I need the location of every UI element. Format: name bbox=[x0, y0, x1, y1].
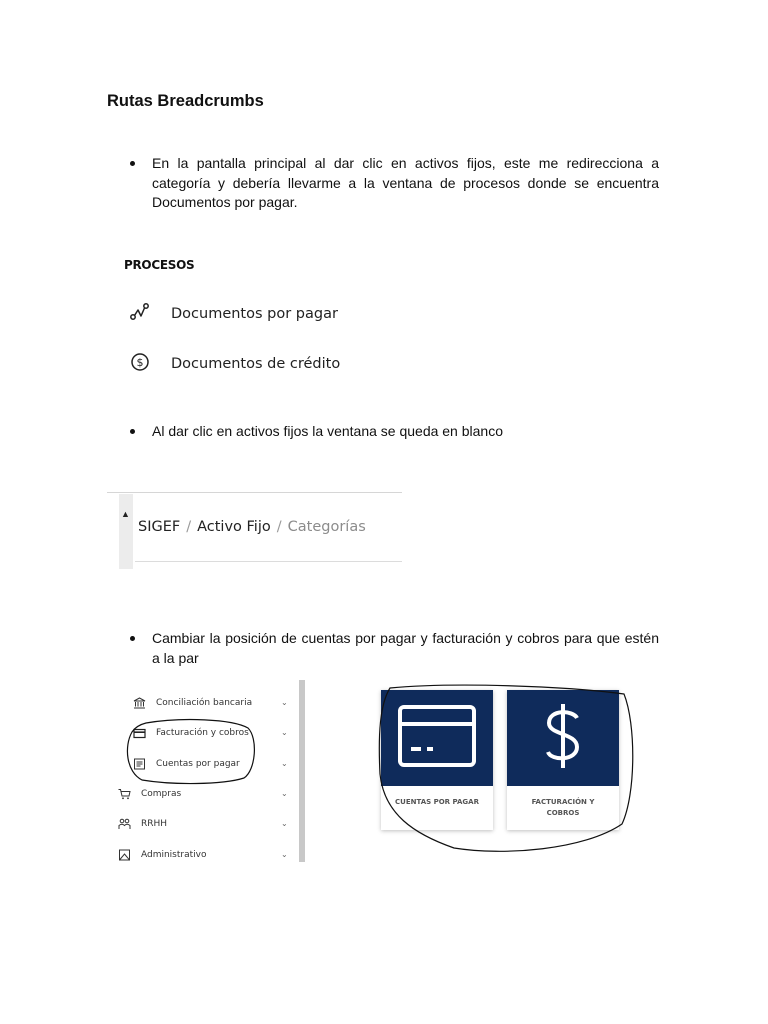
section-title: Rutas Breadcrumbs bbox=[107, 92, 264, 110]
menu-label: Cuentas por pagar bbox=[156, 759, 240, 769]
menu-label: RRHH bbox=[141, 819, 168, 829]
chevron-down-icon[interactable]: ⌄ bbox=[281, 698, 288, 707]
hand-drawn-circle bbox=[112, 686, 308, 862]
breadcrumb-screenshot bbox=[107, 492, 402, 570]
bullet-1: En la pantalla principal al dar clic en activos fijos, este me redirecciona a categoría y debería llevarme a la ventana de procesos donde se encuentra Documentos por pagar. bbox=[152, 154, 659, 213]
breadcrumb-separator: / bbox=[276, 519, 282, 535]
procesos-header: PROCESOS bbox=[124, 258, 195, 272]
proceso-documentos-de-credito[interactable] bbox=[129, 352, 340, 376]
chevron-down-icon[interactable]: ⌄ bbox=[281, 819, 288, 828]
svg-text:$: $ bbox=[136, 356, 144, 369]
route-icon bbox=[129, 302, 151, 326]
proceso-documentos-por-pagar[interactable] bbox=[129, 302, 338, 326]
card-label-line: COBROS bbox=[546, 809, 580, 817]
scroll-strip bbox=[119, 494, 133, 569]
proceso-label: Documentos por pagar bbox=[171, 306, 338, 322]
menu-label: Conciliación bancaria bbox=[156, 698, 253, 708]
divider bbox=[107, 492, 402, 493]
divider bbox=[135, 561, 402, 562]
chevron-down-icon[interactable]: ⌄ bbox=[281, 789, 288, 798]
sidebar-menu-screenshot bbox=[112, 686, 308, 862]
breadcrumb-item-categorias: Categorías bbox=[287, 519, 366, 535]
chevron-down-icon[interactable]: ⌄ bbox=[281, 759, 288, 768]
menu-label: Administrativo bbox=[141, 850, 207, 860]
breadcrumb-item-sigef[interactable]: SIGEF bbox=[138, 519, 181, 535]
caret-up-icon[interactable]: ▲ bbox=[121, 509, 130, 519]
chevron-down-icon[interactable]: ⌄ bbox=[281, 850, 288, 859]
dollar-circle-icon bbox=[129, 352, 151, 376]
card-label: CUENTAS POR PAGAR bbox=[395, 798, 479, 806]
bullet-3: Cambiar la posición de cuentas por pagar y facturación y cobros para que estén a la par bbox=[152, 629, 659, 668]
menu-label: Facturación y cobros bbox=[156, 728, 249, 738]
cards-screenshot bbox=[374, 684, 636, 854]
hand-drawn-circle bbox=[374, 684, 636, 854]
menu-label: Compras bbox=[141, 789, 182, 799]
card-label-line: FACTURACIÓN Y bbox=[531, 798, 595, 806]
breadcrumb-separator: / bbox=[186, 519, 192, 535]
breadcrumb bbox=[138, 519, 366, 535]
bullet-2: Al dar clic en activos fijos la ventana se queda en blanco bbox=[152, 422, 659, 442]
chevron-down-icon[interactable]: ⌄ bbox=[281, 728, 288, 737]
breadcrumb-item-activo-fijo[interactable]: Activo Fijo bbox=[197, 519, 271, 535]
proceso-label: Documentos de crédito bbox=[171, 356, 341, 372]
